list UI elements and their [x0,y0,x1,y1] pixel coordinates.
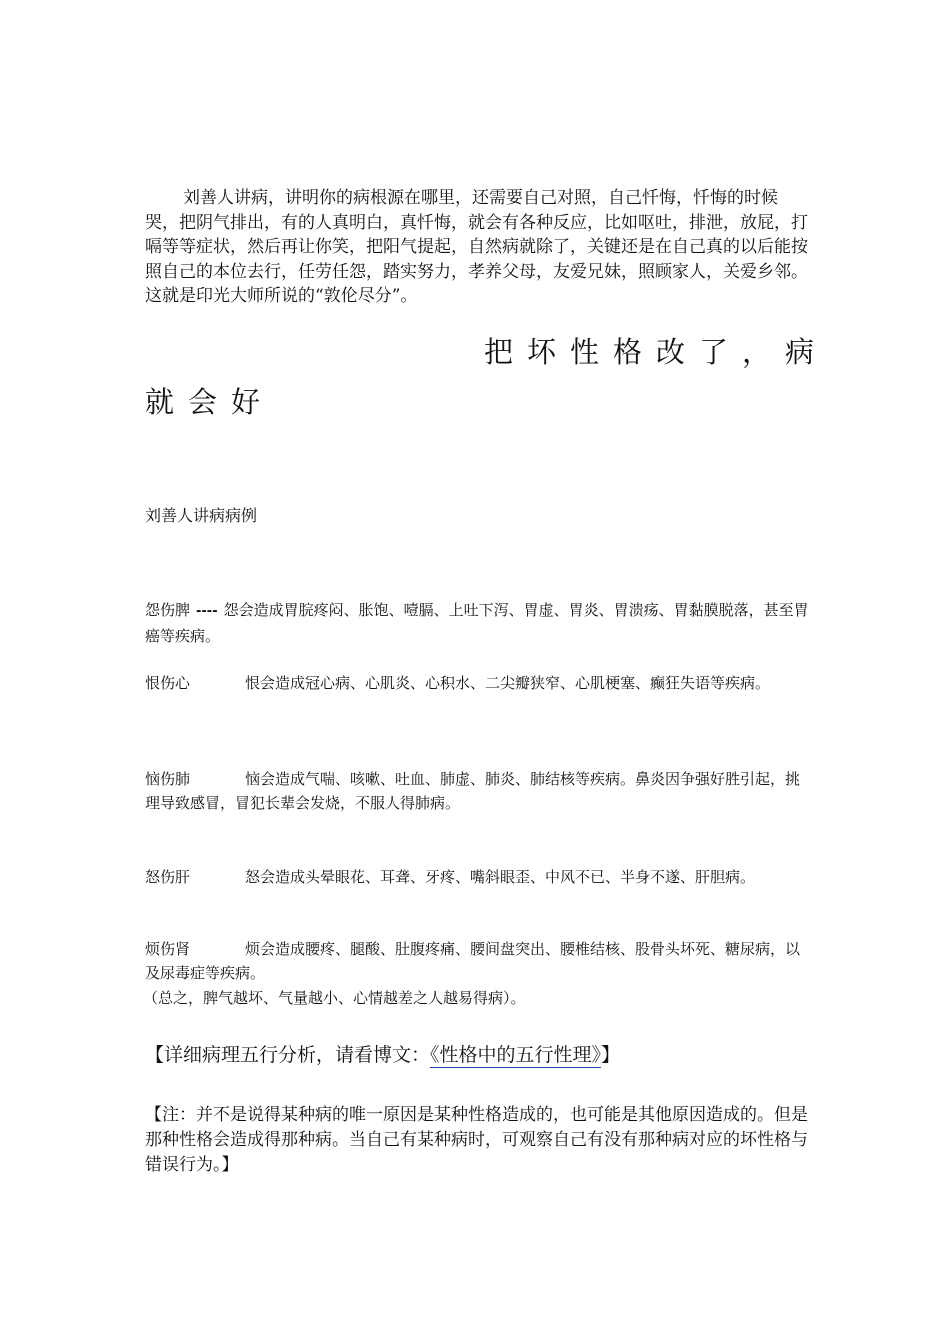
entry-spleen [145,598,810,648]
entry-kidney [145,937,810,985]
section-subtitle: 刘善人讲病病例 [145,506,258,525]
entry-heart [145,671,810,695]
entry-text: 怒会造成头晕眼花、耳聋、牙疼、嘴斜眼歪、中风不已、半身不遂、肝胆病。 [245,868,756,886]
entry-label: 怨伤脾 [145,601,191,619]
note-paragraph: 【注：并不是说得某种病的唯一原因是某种性格造成的，也可能是其他原因造成的。但是那种性格会造成得那种病。当自己有某种病时，可观察自己有没有那种病对应的坏性格与错误行为。】 [145,1105,808,1175]
entry-text: 怨会造成胃脘疼闷、胀饱、噎膈、上吐下泻、胃虚、胃炎、胃溃疡、胃黏膜脱落，甚至胃癌等疾病。 [145,601,809,645]
entry-lung [145,767,810,815]
heading-line-1: 把坏性格改了，病 [484,335,829,369]
entry-separator: ---- [196,604,218,619]
heading-line-2: 就会好 [145,385,275,419]
entry-text: 恨会造成冠心病、心肌炎、心积水、二尖瓣狭窄、心肌梗塞、癫狂失语等疾病。 [245,674,771,692]
summary-line: （总之，脾气越坏、气量越小、心情越差之人越易得病）。 [143,989,526,1007]
entry-label: 怒伤肝 [145,868,191,886]
blog-reference [145,1040,620,1067]
blog-ref-prefix: 【详细病理五行分析，请看博文： [145,1044,431,1066]
entry-label: 烦伤肾 [145,940,191,958]
blog-ref-suffix: 】 [601,1044,621,1066]
entry-label: 恨伤心 [145,674,191,692]
entry-text: 烦会造成腰疼、腿酸、肚腹疼痛、腰间盘突出、腰椎结核、股骨头坏死、糖尿病，以及尿毒症等疾病。 [145,940,801,982]
entry-liver [145,865,810,889]
blog-article-link[interactable]: 《性格中的五行性理》 [430,1044,602,1066]
entry-label: 恼伤肺 [145,770,191,788]
entry-text: 恼会造成气喘、咳嗽、吐血、肺虚、肺炎、肺结核等疾病。鼻炎因争强好胜引起，挑理导致感冒，冒犯长辈会发烧，不服人得肺病。 [145,770,801,812]
intro-paragraph: 刘善人讲病，讲明你的病根源在哪里，还需要自己对照，自己忏悔，忏悔的时候哭，把阴气排出，有的人真明白，真忏悔，就会有各种反应，比如呕吐，排泄，放屁，打嗝等等症状，然后再让你笑，把阳气提起，自然病就除了，关键还是在自己真的以后能按照自己的本位去行，任劳任怨，踏实努力，孝养父母，友爱兄妹，照顾家人，关爱乡邻。这就是印光大师所说的“敦伦尽分”。 [145,188,808,306]
